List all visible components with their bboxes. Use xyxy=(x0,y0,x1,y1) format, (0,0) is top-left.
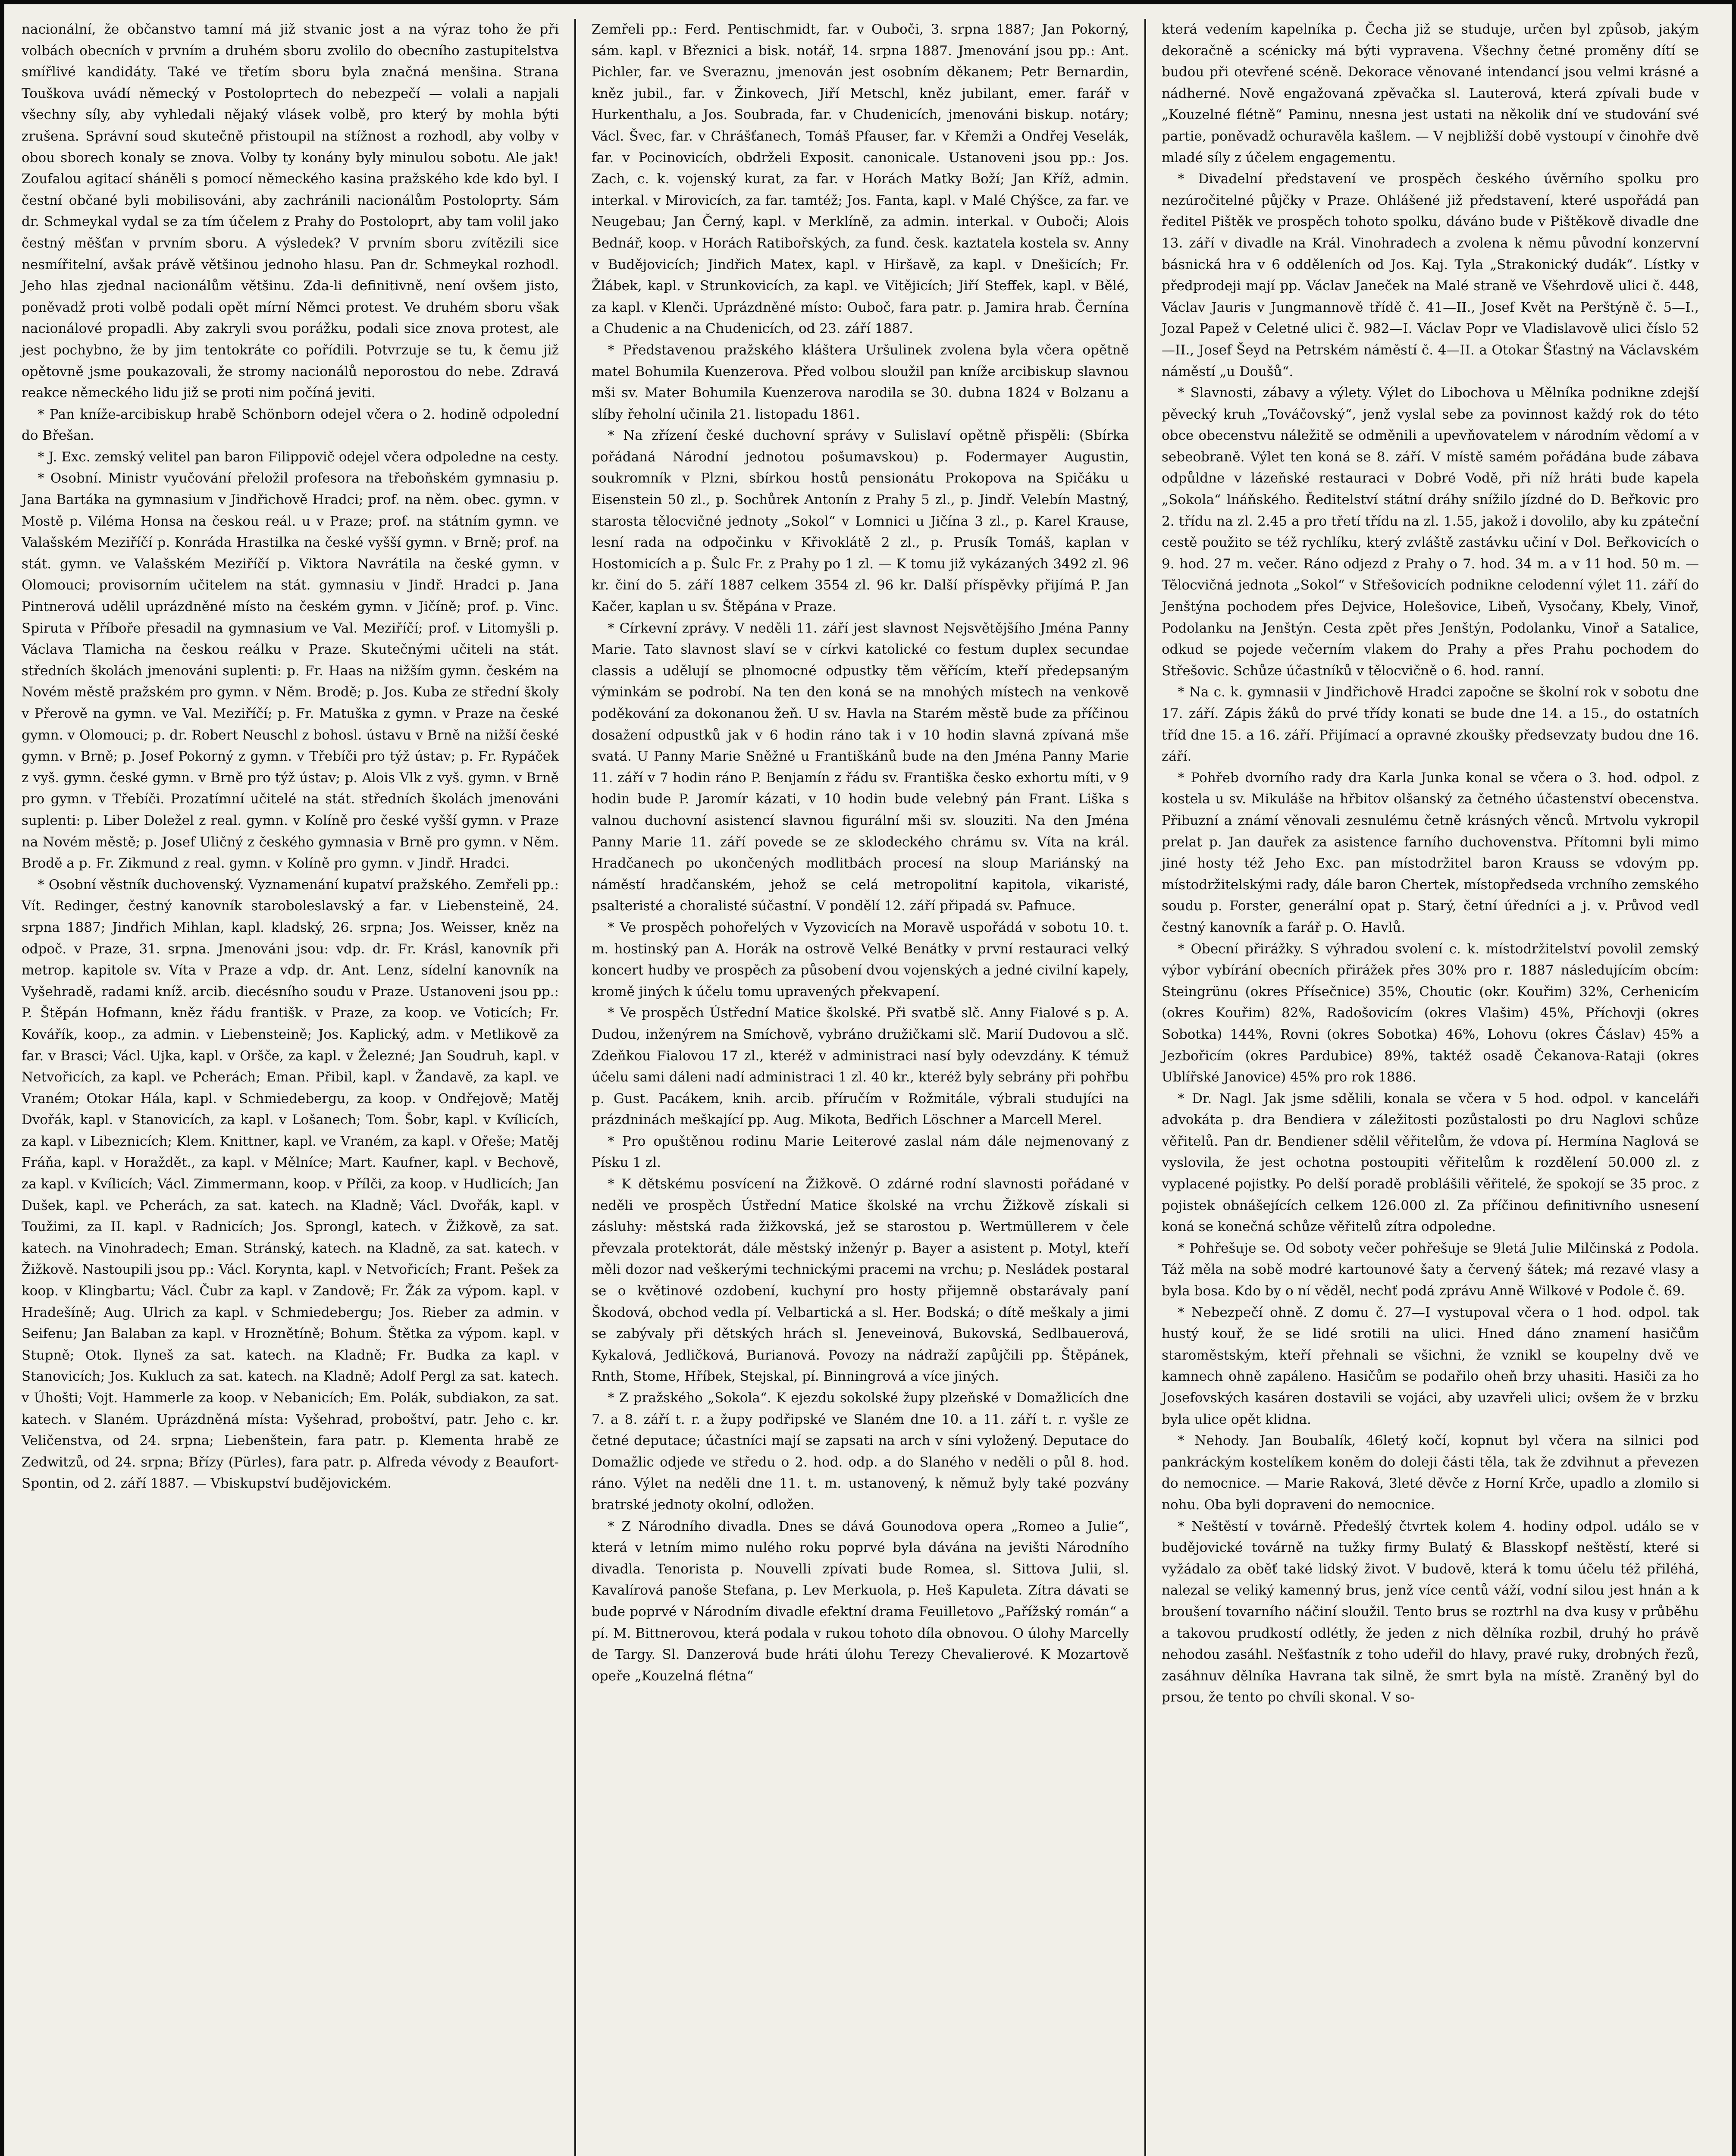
text-columns xyxy=(16,19,1714,2156)
paragraph: nacionální, že občanstvo tamní má již stvanic jost a na výraz toho že při volbách obecních v prvním a druhém sboru zvolilo do obecního zastupitelstva smířlivé kandidáty. Také ve třetím sboru byla značná menšina. Strana Touškova uvádí německý v Postoloprtech do nebezpečí — volali a napjali všechny síly, aby vyhledali nějaký vlásek volbě, pro který by mohla býti zrušena. Správní soud skutečně přistoupil na stížnost a rozhodl, aby volby v obou sborech konaly se znova. Volby ty konány byly minulou sobotu. Ale jak! Zoufalou agitací sháněli s pomocí německého kasina pražského kde kdo byl. I čestní občané byli mobilisováni, aby zachránili nacionálům Postoloprty. Sám dr. Schmeykal vydal se za tím účelem z Prahy do Postoloprt, aby tam volil jako čestný měšťan v prvním sboru. A výsledek? V prvním sboru zvítězili sice nesmířitelní, avšak právě většinou jednoho hlasu. Pan dr. Schmeykal rozhodl. Jeho hlas zjednal nacionálům většinu. Zda-li definitivně, není ovšem jisto, poněvadž proti volbě podali opět mírní Němci protest. Ve druhém sboru však nacionálové propadli. Aby zakryli svou porážku, podali sice znova protest, ale jest pochybno, že by jim tentokráte co pořídili. Potvrzuje se tu, k čemu již opětovně jsme poukazovali, že stromy nacionálů neporostou do nebe. Zdravá reakce německého lidu již se proti nim počíná jeviti. xyxy=(22,22,559,401)
paragraph: * Církevní zprávy. V neděli 11. září jest slavnost Nejsvětějšího Jména Panny Marie. Tato slavnost slaví se v církvi katolické co festum duplex secundae classis a udělují se plnomocné odpustky těm věřícím, kteří předepsaným výminkám se podrobí. Na ten den koná se na mnohých místech na venkově poděkování za dokonanou žeň. U sv. Havla na Starém městě bude za příčinou dosažení odpustků jak v 6 hodin ráno tak i v 10 hodin slavná zpívaná mše svatá. U Panny Marie Sněžné u Františkánů bude na den Jména Panny Marie 11. září v 7 hodin ráno P. Benjamín z řádu sv. Františka česko exhortu míti, v 9 hodin bude P. Jaromír kázati, v 10 hodin bude velebný pán Frant. Liška s valnou duchovní asistencí slavnou figurální mši sv. slouziti. Na den Jména Panny Marie 11. září povede se ze sklodeckého chrámu sv. Víta na král. Hradčanech po ukončených modlitbách procesí na sloup Mariánský na náměstí hradčanském, jehož se celá metropolitní kapitola, vikaristé, psalteristé a choralisté súčastní. V pondělí 12. září připadá sv. Pafnuce. xyxy=(592,620,1129,914)
paragraph: * Osobní věstník duchovenský. Vyznamenání kupatví pražského. Zemřeli pp.: Vít. Redinger, čestný kanovník staroboleslavský a far. v Liebensteině, 24. srpna 1887; Jindřich Mihlan, kapl. kladský, 26. srpna; Jos. Weisser, kněz na odpoč. v Praze, 31. srpna. Jmenováni jsou: vdp. dr. Fr. Krásl, kanovník při metrop. kapitole sv. Víta v Praze a vdp. dr. Ant. Lenz, sídelní kanovník na Vyšehradě, radami kníž. arcib. diecésního soudu v Praze. Ustanoveni jsou pp.: P. Štěpán Hofmann, kněz řádu františk. v Praze, za koop. ve Voticích; Fr. Kovářík, koop., za admin. v Liebensteině; Jos. Kaplický, adm. v Metlikově za far. v Brasci; Václ. Ujka, kapl. v Oršče, za kapl. v Železné; Jan Soudruh, kapl. v Netvořicích, za kapl. ve Pcherách; Eman. Přibil, kapl. v Žandavě, za kapl. ve Vraném; Otokar Hála, kapl. v Schmiedebergu, za koop. v Ondřejově; Matěj Dvořák, kapl. v Stanovicích, za kapl. v Lošanech; Tom. Šobr, kapl. v Kvílicích, za kapl. v Libeznicích; Klem. Knittner, kapl. ve Vraném, za kapl. v Ořeše; Matěj Fráňa, kapl. v Horaždět., za kapl. v Mělníce; Mart. Kaufner, kapl. v Bechově, za kapl. v Kvílicích; Václ. Zimmermann, koop. v Přílči, za koop. v Hudlicích; Jan Dušek, kapl. ve Pcherách, za sat. katech. na Kladně; Václ. Dvořák, kapl. v Toužimi, za II. kapl. v Radnicích; Jos. Sprongl, katech. v Žižkově, za sat. katech. na Vinohradech; Eman. Stránský, katech. na Kladně, za sat. katech. v Žižkově. Nastoupili jsou pp.: Václ. Korynta, kapl. v Netvořicích; Frant. Pešek za koop. v Klingbartu; Václ. Čubr za kapl. v Zandově; Fr. Žák za výpom. kapl. v Hradešíně; Aug. Ulrich za kapl. v Schmiedebergu; Jos. Rieber za admin. v Seifenu; Jan Balaban za kapl. v Hroznětíně; Bohum. Štětka za výpom. kapl. v Stupně; Otok. Ilyneš za sat. katech. na Kladně; Fr. Budka za kapl. v Stanovicích; Jos. Kukluch za sat. katech. na Kladně; Adolf Pergl za sat. katech. v Úhošti; Vojt. Hammerle za koop. v Nebanicích; Em. Polák, subdiakon, za sat. katech. v Slaném. Uprázdněná místa: Vyšehrad, proboštví, patr. Jeho c. kr. Veličenstva, od 24. srpna; Liebenštein, fara patr. p. Klementa hrabě ze Zedwitzů, od 24. srpna; Břízy (Pürles), fara patr. p. Alfreda vévody z Beaufort-Spontin, od 2. září 1887. — Vbiskupství budějovickém. xyxy=(22,877,559,1492)
paragraph: * Pan kníže-arcibiskup hrabě Schönborn odejel včera o 2. hodině odpolední do Břešan. xyxy=(22,406,559,444)
column-1 xyxy=(16,19,574,2156)
column-2 xyxy=(574,19,1144,2156)
paragraph: která vedením kapelníka p. Čecha již se studuje, určen byl způsob, jakým dekoračně a scénicky má býti vypravena. Všechny četné proměny dítí se budou při otevřené scéně. Dekorace věnované intendancí jsou velmi krásné a nádherné. Nově engažovaná zpěvačka sl. Lauterová, která zpívali bude v „Kouzelné flétně“ Paminu, nnesna jest ustati na několik dní ve studování své partie, poněvadž ochuravěla kašlem. — V nejbližší době vystoupí v činohře dvě mladé síly z účelem engagementu. xyxy=(1162,22,1699,166)
paragraph: * Ve prospěch Ústřední Matice školské. Při svatbě slč. Anny Fialové s p. A. Dudou, inženýrem na Smíchově, vybráno družičkami slč. Marií Dudovou a slč. Zdeňkou Fialovou 17 zl., kteréž v administraci nasí byly odevzdány. K témuž účelu sami dáleni nadí administraci 1 zl. 40 kr., kteréž byly sebrány při pohřbu p. Gust. Pacákem, knih. arcib. příručím v Rožmitále, výbrali studujíci na prázdninách meškající pp. Aug. Mikota, Bedřich Löschner a Marcell Merel. xyxy=(592,1005,1129,1128)
paragraph: * Slavnosti, zábavy a výlety. Výlet do Libochova u Mělníka podnikne zdejší pěvecký kruh „Továčovský“, jenž vyslal sebe za povinnost každý rok do této obce obecenstvu náležitě se odměnili a upevňovatelem v národním vědomí a v sebeobraně. Výlet ten koná se 8. září. V místě samém pořádána bude zábava odpůldne v lázeňské restauraci v Dobré Vodě, při níž hráti bude kapela „Sokola“ lnáňského. Ředitelství státní dráhy snížilo jízdné do D. Beřkovic pro 2. třídu na zl. 2.45 a pro třetí třídu na zl. 1.55, jakož i dovolilo, aby ku zpáteční cestě použito se též rychlíku, který zvláště zastávku učiní v Dol. Beřkovicích o 9. hod. 27 m. večer. Ráno odjezd z Prahy o 7. hod. 34 m. a v 11 hod. 50 m. — Tělocvičná jednota „Sokol“ v Střešovicích podnikne celodenní výlet 11. září do Jenštýna pochodem přes Dejvice, Holešovice, Libeň, Vysočany, Kbely, Vinoř, Podolanku na Jenštýn. Cesta zpět přes Jenštýn, Podolanku, Vinoř a Satalice, odkud se pojede večerním vlakem do Prahy a přes Prahu pochodem do Střešovic. Schůze účastníků v tělocvičně o 6. hod. ranní. xyxy=(1162,385,1699,679)
paragraph: * Divadelní představení ve prospěch českého úvěrního spolku pro nezúročitelné půjčky v Praze. Ohlášené již představení, které uspořádá pan ředitel Pištěk ve prospěch tohoto spolku, dáváno bude v Pištěkově divadle dne 13. září v divadle na Král. Vinohradech a zvolena k němu původní konzervní básnická hra v 6 odděleních od Jos. Kaj. Tyla „Strakonický dudák“. Lístky v předprodeji mají pp. Václav Janeček na Malé straně ve Všehrdově ulici č. 448, Václav Jauris v Jungmannově třídě č. 41—II., Josef Květ na Perštýně č. 5—I., Jozal Papež v Celetné ulici č. 982—I. Václav Popr ve Vladislavově ulici číslo 52—II., Josef Šeyd na Petrském náměstí č. 4—II. a Otokar Šťastný na Václavském náměstí „u Doušů“. xyxy=(1162,171,1699,379)
paragraph: * Pohřešuje se. Od soboty večer pohřešuje se 9letá Julie Milčinská z Podola. Táž měla na sobě modré kartounové šaty a červený šátek; má rezavé vlasy a byla bosa. Kdo by o ní věděl, nechť podá zprávu Anně Wilkové v Podole č. 69. xyxy=(1162,1240,1699,1299)
paragraph: * Pro opuštěnou rodinu Marie Leiterové zaslal nám dále nejmenovaný z Písku 1 zl. xyxy=(592,1133,1129,1171)
paragraph: * Z Národního divadla. Dnes se dává Gounodova opera „Romeo a Julie“, která v letním mimo nulého roku poprvé byla dávána na jevišti Národního divadla. Tenorista p. Nouvelli zpívati bude Romea, sl. Sittova Julii, sl. Kavalírová panoše Stefana, p. Lev Merkuola, p. Heš Kapuleta. Zítra dávati se bude poprvé v Národním divadle efektní drama Feuilletovo „Pařížský román“ a pí. M. Bittnerovou, která podala v rukou tohoto díla obnovou. O úlohy Marcelly de Targy. Sl. Danzerová bude hráti úlohu Terezy Chevalierové. K Mozartově opeře „Kouzelná flétna“ xyxy=(592,1518,1129,1684)
paragraph: * Nehody. Jan Boubalík, 46letý kočí, kopnut byl včera na silnici pod pankráckým kostelíkem koněm do doleji části těla, tak že zdvihnut a převezen do nemocnice. — Marie Raková, 3leté děvče z Horní Krče, upadlo a zlomilo si nohu. Oba byli dopraveni do nemocnice. xyxy=(1162,1433,1699,1513)
paragraph: Zemřeli pp.: Ferd. Pentischmidt, far. v Ouboči, 3. srpna 1887; Jan Pokorný, sám. kapl. v Březnici a bisk. notář, 14. srpna 1887. Jmenování jsou pp.: Ant. Pichler, far. ve Sveraznu, jmenován jest osobním děkanem; Petr Bernardin, kněz jubil., far. v Žinkovech, Jiří Metschl, kněz jubilant, emer. farář v Hurkenthalu, a Jos. Soubrada, far. v Chudenicích, jmenováni biskup. notáry; Václ. Švec, far. v Chrášťanech, Tomáš Pfauser, far. v Křemži a Ondřej Veselák, far. v Pocinovicích, obdrželi Exposit. canonicale. Ustanoveni jsou pp.: Jos. Zach, c. k. vojenský kurat, za far. v Horách Matky Boží; Jan Kříž, admin. interkal. v Mirovicích, za far. tamtéž; Jos. Fanta, kapl. v Malé Chýšce, za far. ve Neugebau; Jan Černý, kapl. v Merklíně, za admin. interkal. v Ouboči; Alois Bednář, koop. v Horách Ratibořských, za fund. česk. kaztatela kostela sv. Anny v Budějovicích; Jindřich Matex, kapl. v Hiršavě, za kapl. v Dnešicích; Fr. Žlábek, kapl. v Strunkovicích, za kapl. ve Vitějicích; Jiří Steffek, kapl. v Bělé, za kapl. v Klenči. Uprázdněné místo: Ouboč, fara patr. p. Jamira hrab. Černína a Chudenic a na Chudenicích, od 23. září 1887. xyxy=(592,22,1129,337)
paragraph: * Na zřízení české duchovní správy v Sulislaví opětně přispěli: (Sbírka pořádaná Národní jednotou pošumavskou) p. Fodermayer Augustin, soukromník v Plzni, sbírkou hostů pensionátu Prokopova na Spičáku u Eisenstein 50 zl., p. Sochůrek Antonín z Prahy 5 zl., p. Jindř. Velebín Mastný, starosta tělocvičné jednoty „Sokol“ v Lomnici u Jičína 3 zl., p. Karel Krause, lesní rada na odpočinku v Křivoklátě 2 zl., p. Prusík Tomáš, kaplan v Hostomicích a p. Šulc Fr. z Prahy po 1 zl. — K tomu již vykázaných 3492 zl. 96 kr. činí do 5. září 1887 celkem 3554 zl. 96 kr. Další příspěvky přijímá P. Jan Kačer, kaplan u sv. Štěpána v Praze. xyxy=(592,428,1129,615)
paragraph: * Ve prospěch pohořelých v Vyzovicích na Moravě uspořádá v sobotu 10. t. m. hostinský pan A. Horák na ostrově Velké Benátky v první restauraci velký koncert hudby ve prospěch za působení dvou vojenských a jedné civilní kapely, kromě jiných k účelu tomu upravených překvapení. xyxy=(592,919,1129,1000)
paragraph: * Dr. Nagl. Jak jsme sdělili, konala se včera v 5 hod. odpol. v kanceláři advokáta p. dra Bendiera v záležitosti pozůstalosti po dru Naglovi schůze věřitelů. Pan dr. Bendiener sdělil věřitelům, že vdova pí. Hermína Naglová se vyslovila, že jest ochotna postoupiti věřitelům k rozdělení 50.000 zl. z vyplacené pojistky. Po delší poradě problášili věřitelé, že spokojí se 35 proc. z pojistek obnášejících celkem 126.000 zl. Za příčinou definitivního usnesení koná se konečná schůze věřitelů zítra odpoledne. xyxy=(1162,1091,1699,1235)
paragraph: * Nebezpečí ohně. Z domu č. 27—I vystupoval včera o 1 hod. odpol. tak hustý kouř, že se lidé srotili na ulici. Hned dáno znamení hasičům staroměstským, kteří přehnali se všichni, že vznikl se koupelny dvě ve kamnech ohně zapáleno. Hasičům se podařilo oheň brzy uhasiti. Hasiči za ho Josefovských kasáren dostavili se vojáci, aby uzavřeli ulici; ovšem že v brzku byla ulice opět klidna. xyxy=(1162,1304,1699,1427)
paragraph: * Představenou pražského kláštera Uršulinek zvolena byla včera opětně matel Bohumila Kuenzerova. Před volbou sloužil pan kníže arcibiskup slavnou mši sv. Mater Bohumila Kuenzerova narodila se 30. dubna 1824 v Bolzanu a slíby řeholní učinila 21. listopadu 1861. xyxy=(592,342,1129,422)
paragraph: * Na c. k. gymnasii v Jindřichově Hradci započne se školní rok v sobotu dne 17. září. Zápis žáků do prvé třídy konati se bude dne 14. a 15., do ostatních tříd dne 15. a 16. září. Přijímací a opravné zkoušky předsevzaty budou dne 16. září. xyxy=(1162,684,1699,765)
column-3 xyxy=(1144,19,1714,2156)
paragraph: * Z pražského „Sokola“. K ejezdu sokolské župy plzeňské v Domažlicích dne 7. a 8. září t. r. a župy podřipské ve Slaném dne 10. a 11. září t. r. vyšle ze četné deputace; účastníci mají se zapsati na arch v síni vyložený. Deputace do Domažlic odjede ve středu o 2. hod. odp. a do Slaného v neděli o půl 8. hod. ráno. Výlet na neděli dne 11. t. m. ustanovený, k němuž byly také pozvány bratrské jednoty okolní, odložen. xyxy=(592,1390,1129,1513)
paragraph: * Osobní. Ministr vyučování přeložil profesora na třeboňském gymnasiu p. Jana Bartáka na gymnasium v Jindřichově Hradci; prof. na něm. obec. gymn. v Mostě p. Viléma Honsa na českou reál. u v Praze; prof. na státním gymn. ve Valašském Meziříčí p. Konráda Hrastilka na české vyšší gymn. v Brně; prof. na stát. gymn. ve Valašském Meziříčí p. Viktora Navrátila na české gymn. v Olomouci; provisorním učitelem na stát. gymnasiu v Jindř. Hradci p. Jana Pintnerová udělil uprázdněné místo na českém gymn. v Jičíně; prof. p. Vinc. Spiruta v Příboře přesadil na gymnasium ve Val. Meziříčí; prof. v Litomyšli p. Václava Tlamicha na českou reálku v Praze. Skutečnými učiteli na stát. středních školách jmenováni suplenti: p. Fr. Haas na nižším gymn. českém na Novém městě pražském pro gymn. v Něm. Brodě; p. Jos. Kuba ze střední školy v Přerově na gymn. ve Val. Meziříčí; p. Fr. Matuška z gymn. v Praze na české gymn. v Olomouci; p. dr. Robert Neuschl z bohosl. ústavu v Brně na nižší české gymn. v Brně; p. Josef Pokorný z gymn. v Třebíči pro týž ústav; p. Fr. Rypáček z vyš. gymn. české gymn. v Brně pro týž ústav; p. Alois Vlk z vyš. gymn. v Brně pro gymn. v Třebíči. Prozatímní učitelé na stát. středních školách jmenováni suplenti: p. Liber Doležel z real. gymn. v Kolíně pro české vyšší gymn. v Praze na Novém městě; p. Josef Uličný z českého gymnasia v Brně pro gymn. v Něm. Brodě a p. Fr. Zikmund z real. gymn. v Kolíně pro gymn. v Jindř. Hradci. xyxy=(22,470,559,871)
paragraph: * K dětskému posvícení na Žižkově. O zdárné rodní slavnosti pořádané v neděli ve prospěch Ústřední Matice školské na vrchu Žižkově získali si zásluhy: městská rada žižkovská, jež se starostou p. Wertmüllerem v čele převzala protektorát, dále městský inženýr p. Bayer a asistent p. Motyl, kteří měli dozor nad veškerými technickými pracemi na vrchu; p. Nesládek postaral se o květinové ozdobení, kuchyní pro hosty přijemně obstarávaly paní Škodová, obchod vedla pí. Velbartická a sl. Her. Bodská; o dítě meškaly a jimi se zabývaly při dětských hrách sl. Jeneveinová, Bukovská, Sedlbauerová, Kykalová, Jedličková, Burianová. Povozy na nádraží zapůjčili pp. Štěpánek, Rnth, Stome, Hříbek, Stejskal, pí. Binningrová a více jiných. xyxy=(592,1176,1129,1385)
paragraph: * Obecní přirážky. S výhradou svolení c. k. místodržitelství povolil zemský výbor vybírání obecních přirážek přes 30% pro r. 1887 následujícím obcím: Steingrünu (okres Přísečnice) 35%, Choutic (okr. Kouřim) 32%, Cerhenicím (okres Kouřim) 82%, Radošovicím (okres Vlašim) 45%, Příchovji (okres Sobotka) 144%, Rovni (okres Sobotka) 46%, Lohovu (okres Čáslav) 45% a Jezbořicím (okres Pardubice) 89%, taktéž osadě Čekanova-Rataji (okres Ublířské Janovice) 45% pro rok 1886. xyxy=(1162,941,1699,1085)
paragraph: * J. Exc. zemský velitel pan baron Filippovič odejel včera odpoledne na cesty. xyxy=(38,449,559,465)
paragraph: * Pohřeb dvorního rady dra Karla Junka konal se včera o 3. hod. odpol. z kostela u sv. Mikuláše na hřbitov olšanský za četného účastenství obecenstva. Přibuzní a známí věnovali zesnulému četně krásných věnců. Mrtvolu vykropil prelat p. Jan dauřek za asistence farního duchovenstva. Přítomni byli mimo jiné hosty též Jeho Exc. pan místodržitel baron Krauss se vdovým pp. místodržitelskými rady, dále baron Chertek, místopředseda vrchního zemského soudu p. Forster, generální opat p. Starý, četní úředníci a j. v. Průvod vedl čestný kanovník a farář p. O. Havlů. xyxy=(1162,770,1699,935)
paragraph: * Neštěstí v továrně. Předešlý čtvrtek kolem 4. hodiny odpol. událo se v budějovické továrně na tužky firmy Bulatý & Blasskopf neštěstí, které si vyžádalo za oběť také lidský život. V budově, která k tomu účelu též přiléhá, nalezal se veliký kamenný brus, jenž více centů váží, vodní silou jest hnán a k broušení tovarního náčiní sloužil. Tento brus se roztrhl na dva kusy v průběhu a takovou prudkostí odlétly, že jeden z nich dělníka rozbil, druhý ho právě nehodou zasáhl. Nešťastník z toho udeřil do hlavy, pravé ruky, drobných řezů, zasáhnuv dělníka Havrana tak silně, že smrt byla na místě. Zraněný byl do prsou, že tento po chvíli skonal. V so- xyxy=(1162,1518,1699,1705)
newspaper-page xyxy=(4,4,1732,2156)
